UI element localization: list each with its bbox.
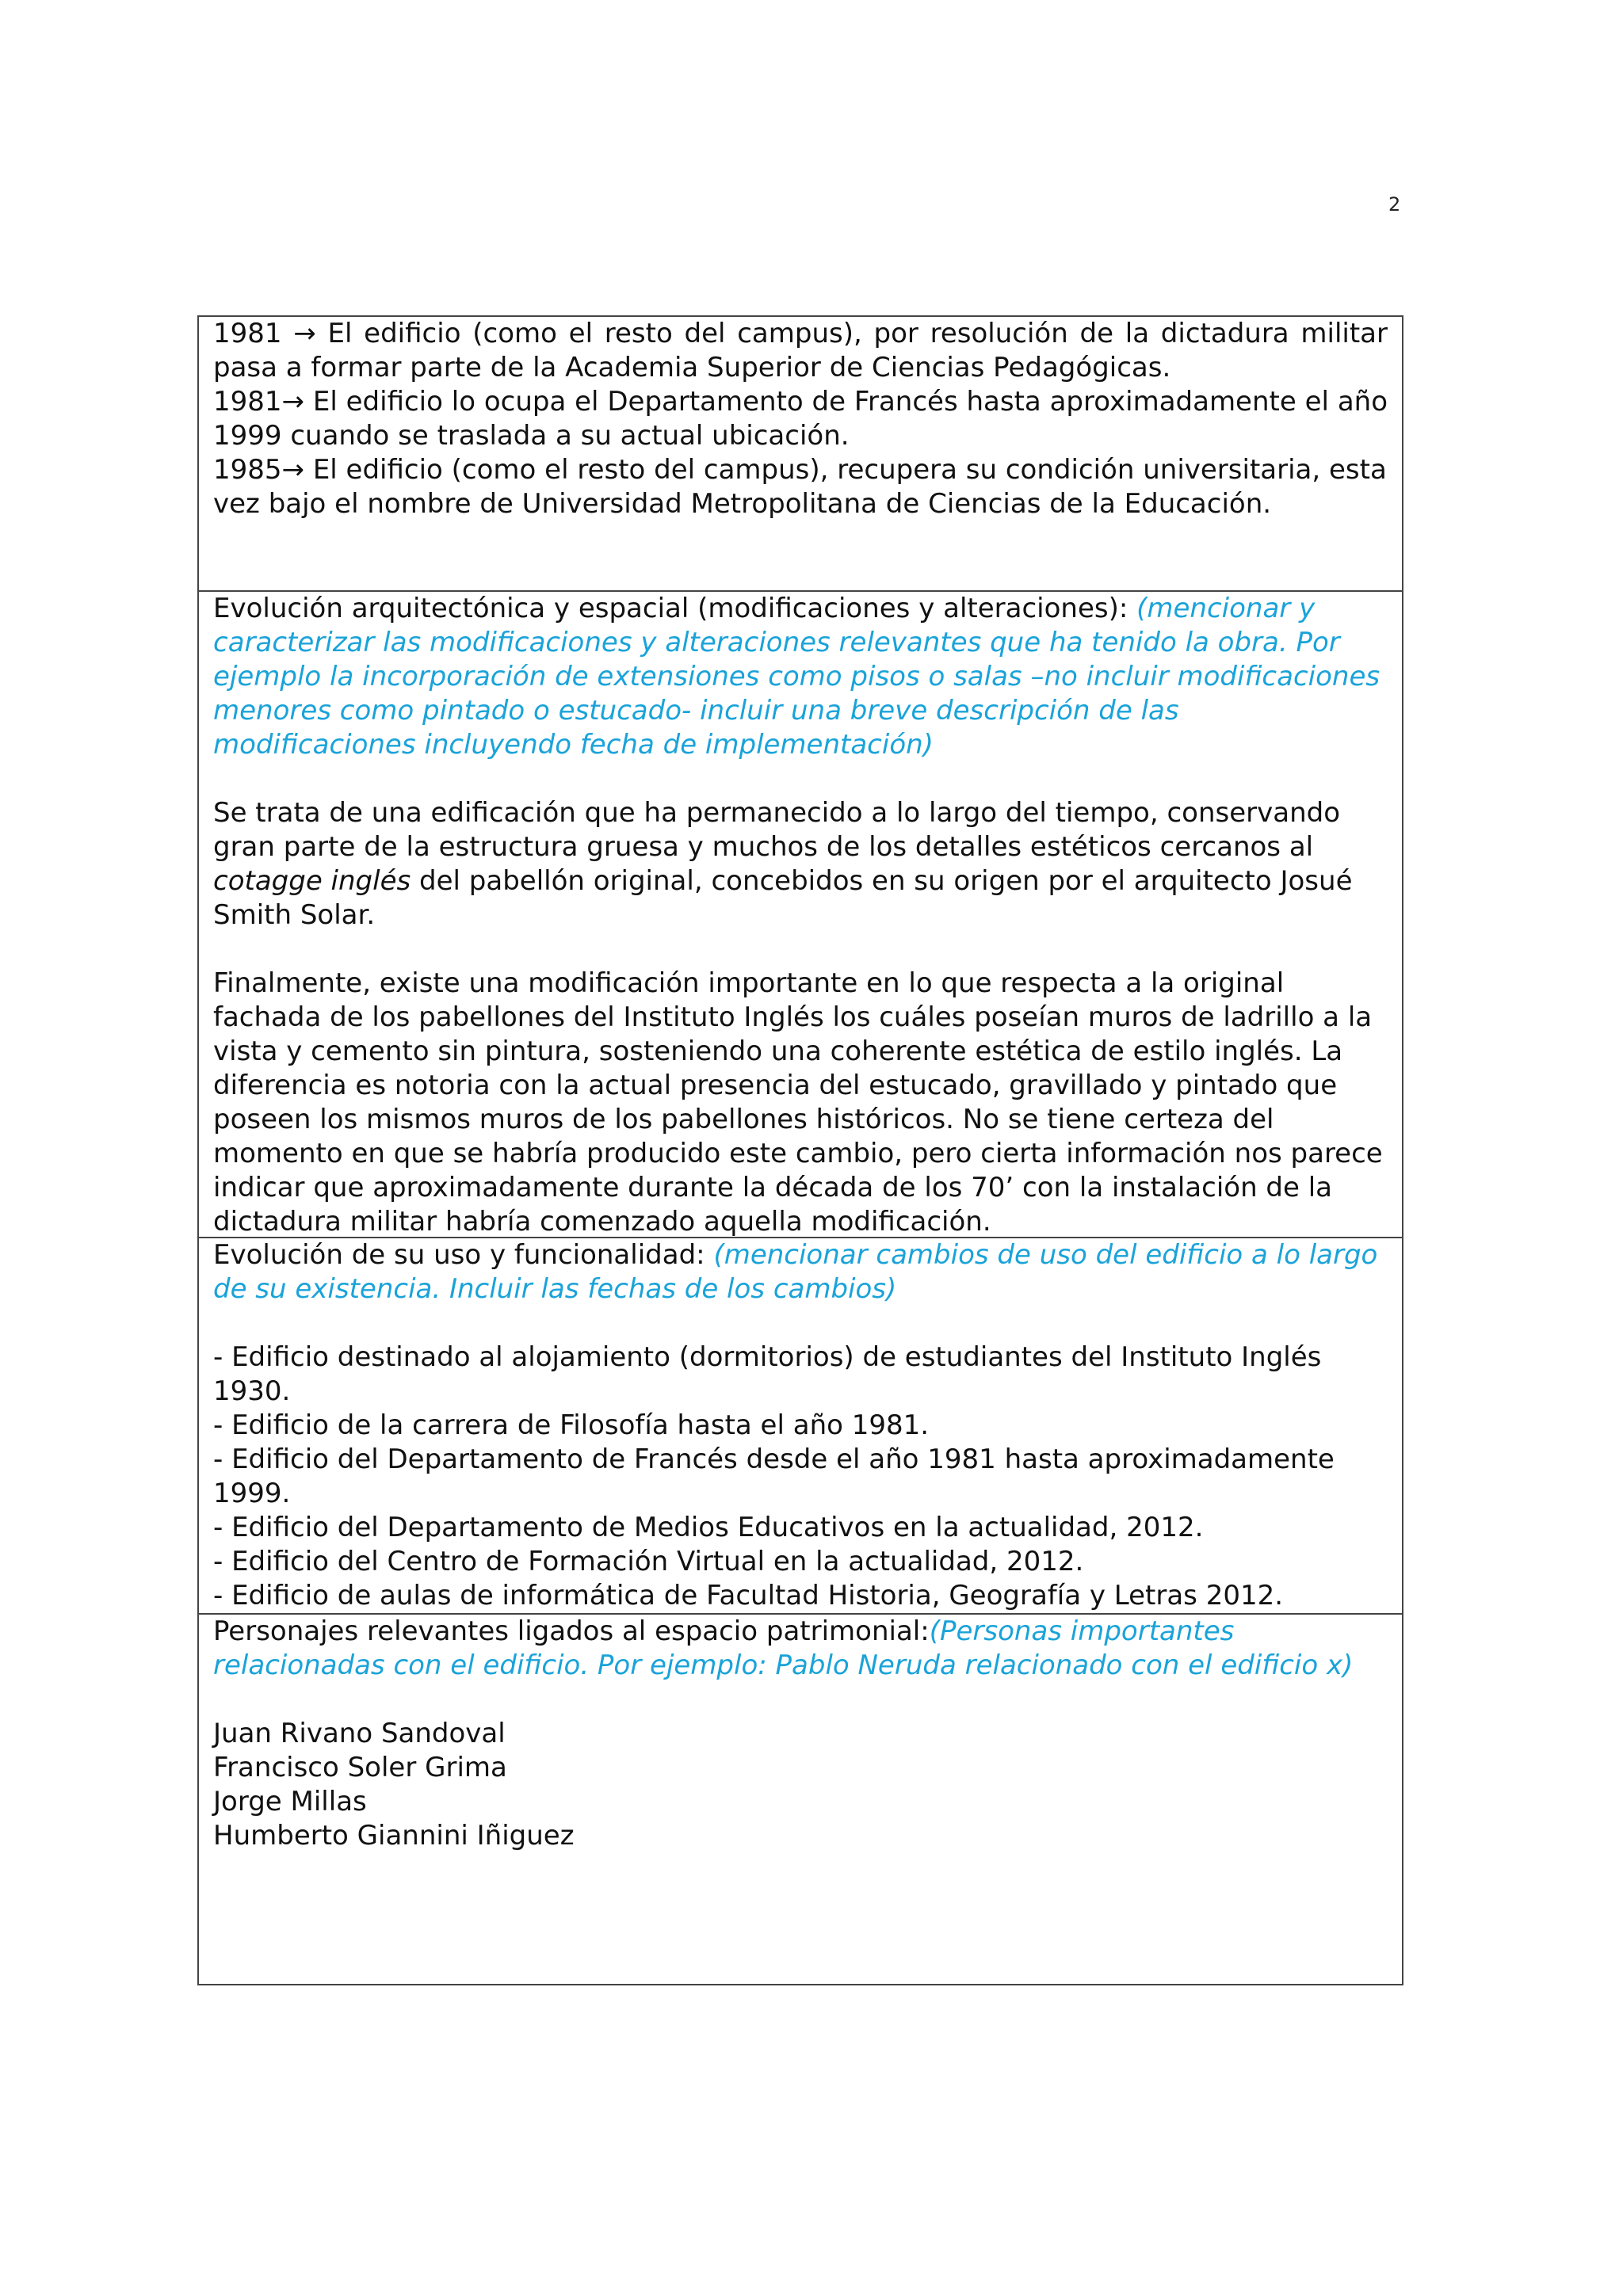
usage-item: - Edificio del Departamento de Francés desde el año 1981 hasta aproximadamente 1999. [213, 1444, 1335, 1509]
architecture-label: Evolución arquitectónica y espacial (modificaciones y alteraciones): [213, 593, 1137, 624]
people-cell [199, 1615, 1402, 1984]
usage-cell [199, 1238, 1402, 1615]
people-heading [213, 1615, 1388, 1683]
history-entry-1985: 1985→ El edificio (como el resto del campus), recupera su condición universitaria, esta vez bajo el nombre de Universidad Metropolitana de Ciencias de la Educación. [213, 454, 1387, 520]
usage-item: - Edificio del Departamento de Medios Educativos en la actualidad, 2012. [213, 1512, 1204, 1543]
usage-item: - Edificio de aulas de informática de Facultad Historia, Geografía y Letras 2012. [213, 1580, 1284, 1611]
history-cell [199, 317, 1402, 592]
people-label: Personajes relevantes ligados al espacio patrimonial: [213, 1615, 930, 1647]
architecture-paragraph-1 [213, 796, 1388, 933]
person-name: Juan Rivano Sandoval [213, 1718, 506, 1749]
person-name: Humberto Giannini Iñiguez [213, 1820, 575, 1852]
architecture-p1-italic: cotagge inglés [213, 865, 411, 897]
usage-item: - Edificio del Centro de Formación Virtual en la actualidad, 2012. [213, 1546, 1084, 1577]
history-entry-1981-frances: 1981→ El edificio lo ocupa el Departamento de Francés hasta aproximadamente el año 1999 cuando se traslada a su actual ubicación. [213, 386, 1388, 452]
person-name: Jorge Millas [213, 1786, 367, 1817]
architecture-p1-text-b: del pabellón original, concebidos en su origen por el arquitecto Josué Smith Solar. [213, 865, 1353, 931]
usage-heading [213, 1238, 1388, 1306]
architecture-cell [199, 592, 1402, 1238]
usage-hint: (mencionar cambios de uso del edificio a lo largo de su existencia. Incluir las fechas de los cambios) [213, 1239, 1378, 1305]
person-name: Francisco Soler Grima [213, 1752, 507, 1783]
document-table [197, 315, 1403, 1985]
architecture-paragraph-2: Finalmente, existe una modificación importante en lo que respecta a la original fachada de los pabellones del Instituto Inglés los cuáles poseían muros de ladrillo a la vista y cemento sin pintura, sosteniendo una coherente estética de estilo inglés. La diferencia es notoria con la actual presencia del estucado, gravillado y pintado que poseen los mismos muros de los pabellones históricos. No se tiene certeza del momento en que se habría producido este cambio, pero cierta información nos parece indicar que aproximadamente durante la década de los 70’ con la instalación de la dictadura militar habría comenzado aquella modificación. [213, 967, 1383, 1238]
usage-item: - Edificio de la carrera de Filosofía hasta el año 1981. [213, 1409, 930, 1441]
architecture-heading [213, 592, 1388, 762]
page-number: 2 [1388, 193, 1401, 215]
usage-label: Evolución de su uso y funcionalidad: [213, 1239, 714, 1271]
history-entry-1981-academia: 1981 → El edificio (como el resto del campus), por resolución de la dictadura militar pasa a formar parte de la Academia Superior de Ciencias Pedagógicas. [213, 318, 1388, 383]
architecture-hint: (mencionar y caracterizar las modificaciones y alteraciones relevantes que ha tenido la obra. Por ejemplo la incorporación de extensiones como pisos o salas –no incluir modificaciones menores como pintado o estucado- incluir una breve descripción de las modificaciones incluyendo fecha de implementación) [213, 593, 1381, 761]
usage-item: - Edificio destinado al alojamiento (dormitorios) de estudiantes del Instituto Inglés 1930. [213, 1341, 1322, 1407]
people-hint: (Personas importantes relacionadas con el edificio. Por ejemplo: Pablo Neruda relacionado con el edificio x) [213, 1615, 1354, 1681]
architecture-p1-text-a: Se trata de una edificación que ha permanecido a lo largo del tiempo, conservando gran parte de la estructura gruesa y muchos de los detalles estéticos cercanos al [213, 797, 1341, 863]
